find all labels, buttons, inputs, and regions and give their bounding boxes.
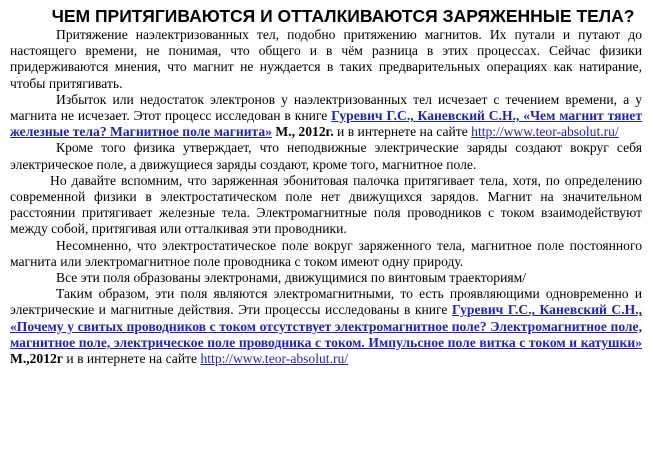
paragraph-4: Но давайте вспомним, что заряженная эбонитовая палочка притягивает тела, хотя, по определению современной физики в электростатическом поле нет движущихся зарядов. Магнит на значительном расстоянии притягивает железные тела. Электромагнитные поля проводников с током взаимодействуют между собой, притягивая или отталкивая эти проводники. <box>10 172 642 237</box>
paragraph-2-text: Избыток или недостаток электронов у наэлектризованных тел исчезает с течением времени, а у магнита не исчезает. Этот процесс исследован в книге <box>10 91 642 124</box>
website-link-2[interactable]: http://www.teor-absolut.ru/ <box>200 351 349 367</box>
paragraph-5: Несомненно, что электростатическое поле вокруг заряженного тела, магнитное поле постоянного магнита или электромагнитное поле проводника с током имеют одну природу. <box>10 237 642 269</box>
paragraph-2 <box>10 92 642 141</box>
book-publisher-2: М.,2012г <box>10 351 63 367</box>
paragraph-7 <box>10 286 642 367</box>
book-reference-link-2[interactable]: Гуревич Г.С., Каневский С.Н., «Почему у свитых проводников с током отсутствует электромагнитное поле? Электромагнитное поле, магнитное поле, электрическое поле проводника с током. Импульсное поле витка с током и катушки» <box>10 302 642 350</box>
website-link-1[interactable]: http://www.teor-absolut.ru/ <box>471 124 619 140</box>
paragraph-7-tail: и в интернете на сайте <box>63 351 201 367</box>
paragraph-2-tail: и в интернете на сайте <box>333 124 472 140</box>
book-reference-link-1[interactable]: Гуревич Г.С., Каневский С.Н., «Чем магнит тянет железные тела? Магнитное поле магнита» <box>10 108 642 140</box>
paragraph-1: Притяжение наэлектризованных тел, подобно притяжению магнитов. Их путали и путают до настоящего времени, не понимая, что общего и в чём разница в этих процессах. Сейчас физики придерживаются мнения, что магнит не нуждается в таких предварительных операциях как натирание, чтобы притягивать. <box>10 27 642 91</box>
book-publisher-1: М., 2012г. <box>272 124 334 140</box>
paragraph-7-text: Таким образом, эти поля являются электромагнитными, то есть проявляющими одновременно и электрические и магнитные действия. Эти процессы исследованы в книге <box>10 286 642 318</box>
page-title: ЧЕМ ПРИТЯГИВАЮТСЯ И ОТТАЛКИВАЮТСЯ ЗАРЯЖЕННЫЕ ТЕЛА? <box>51 6 635 26</box>
paragraph-3: Кроме того физика утверждает, что неподвижные электрические заряды создают вокруг себя электрическое поле, а движущиеся заряды создают, кроме того, магнитное поле. <box>10 140 642 172</box>
paragraph-6: Все эти поля образованы электронами, движущимися по винтовым траекториям/ <box>56 270 527 286</box>
